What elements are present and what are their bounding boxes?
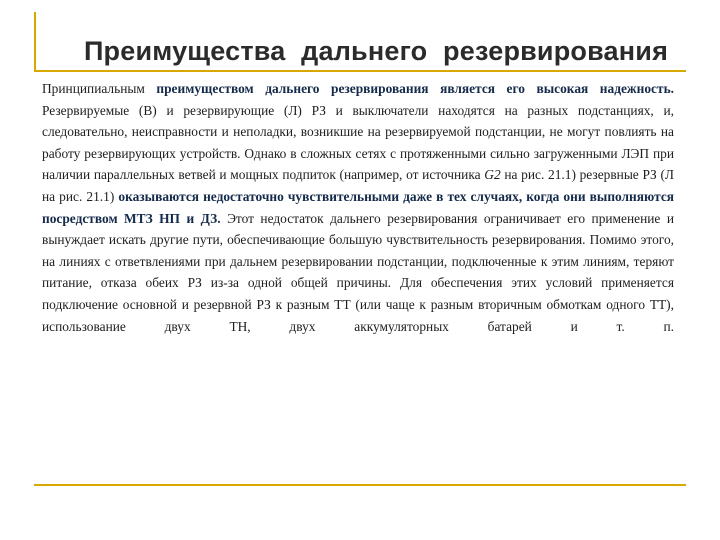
body-emphasis-sensitivity: оказываются недостаточно чувствительными даже в тех случаях, когда они выполняются посредством МТЗ НП и ДЗ. [42, 188, 675, 226]
slide-title: Преимущества дальнего резервирования [83, 36, 669, 66]
body-emphasis-reliability: преимуществом дальнего резервирования является его высокая надежность. [156, 81, 674, 96]
body-source-ref: G2 [484, 167, 501, 183]
title-underline-rule [34, 70, 686, 72]
body-text-part3: на рис. 21.1) резервные РЗ (Л на рис. 21.1) [42, 167, 675, 204]
body-text-part4: Этот недостаток дальнего резервирования ограничивает его применение и вынуждает искать другие пути, обеспечивающие большую чувствительность резервирования. Помимо этого, на линиях с ответвлениями при дальнем резервировании подстанции, подключенные к этим линиям, теряют питание, отказа обеих РЗ из-за одной общей причины. Для обеспечения этих условий применяется подключение основной и резервной РЗ к разным ТТ (или чаще к разным вторичным обмоткам одного ТТ), использование двух ТН, двух аккумуляторных батарей и т. п. [42, 210, 674, 334]
title-accent-vertical-rule [34, 12, 36, 70]
footer-rule [34, 484, 686, 486]
body-text-intro: Принципиальным [42, 81, 157, 96]
body-text-part2: Резервируемые (В) и резервирующие (Л) РЗ и выключатели находятся на разных подстанциях, и, следовательно, неисправности и неполадки, возникшие на резервируемой подстанции, не могут повлиять на работу резервирующих устройств. Однако в сложных сетях с протяженными сильно загруженными ЛЭП при наличии параллельных ветвей и мощных подпиток (например, от источника [42, 102, 674, 183]
slide-body-paragraph [42, 78, 674, 337]
